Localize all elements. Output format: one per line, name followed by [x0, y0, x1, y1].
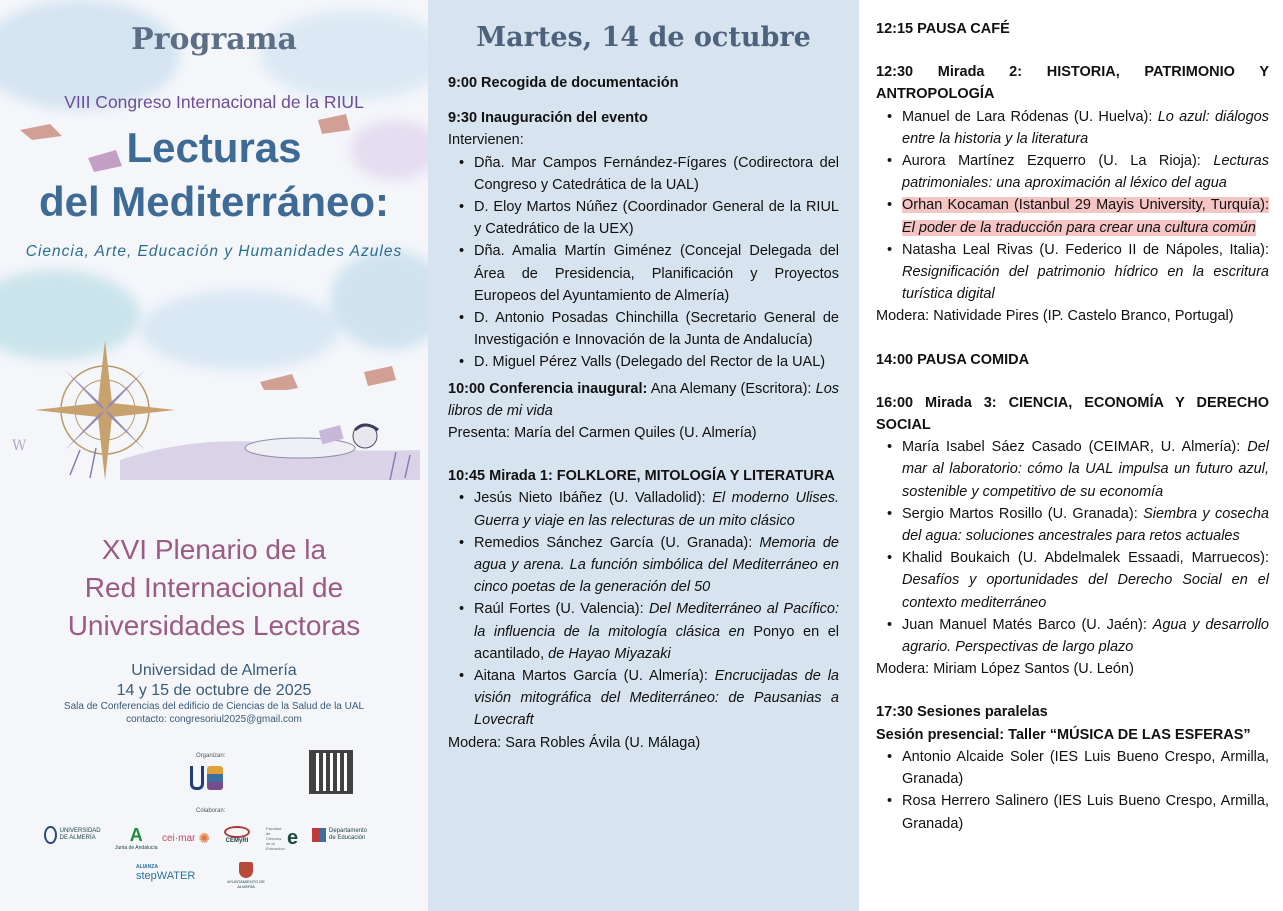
poster-panel — [0, 0, 428, 911]
ual-u-logo-icon — [190, 766, 204, 790]
facultad-e-icon: e — [287, 827, 299, 849]
list-item: • Jesús Nieto Ibáñez (U. Valladolid): El moderno Ulises. Guerra y viaje en las relecturas de un mito clásico — [448, 487, 839, 531]
cemyri-logo: CEMyRI — [224, 826, 250, 844]
mirada3-modera: Modera: Miriam López Santos (U. León) — [876, 661, 1134, 678]
afternoon-program-panel — [859, 0, 1283, 911]
mirada2-heading: 12:30 Mirada 2: HISTORIA, PATRIMONIO Y ANTROPOLOGÍA — [876, 64, 1269, 103]
mirada3-heading: 16:00 Mirada 3: CIENCIA, ECONOMÍA Y DERECHO SOCIAL — [876, 394, 1269, 434]
junta-logo: A Junta de Andalucía — [115, 825, 158, 851]
pausa-comida: 14:00 PAUSA COMIDA — [876, 351, 1030, 368]
ceimar-star-icon: ✺ — [198, 830, 211, 846]
organizer-logos — [190, 766, 223, 790]
ual-logo: UNIVERSIDAD DE ALMERÍA — [44, 826, 108, 844]
list-item: • Dña. Amalia Martín Giménez (Concejal Delegada del Área de Presidencia, Planificación y Proyectos Europeos del Ayuntamiento de Almería) — [448, 240, 839, 307]
inauguracion-heading: 9:30 Inauguración del evento — [448, 110, 648, 127]
list-item: • Aurora Martínez Ezquerro (U. La Rioja): Lecturas patrimoniales: una aproximación al léxico del agua — [876, 150, 1269, 194]
qr-code-icon — [309, 750, 353, 794]
list-item: • Juan Manuel Matés Barco (U. Jaén): Agua y desarrollo agrario. Perspectivas de largo plazo — [876, 614, 1269, 658]
programa-title: Programa — [131, 22, 297, 57]
day-title: Martes, 14 de octubre — [476, 22, 811, 53]
venue: Sala de Conferencias del edificio de Ciencias de la Salud de la UAL — [63, 701, 365, 712]
list-item: • Natasha Leal Rivas (U. Federico II de Nápoles, Italia): Resignificación del patrimonio hídrico en la escritura turística digital — [876, 239, 1269, 306]
event-dates: 14 y 15 de octubre de 2025 — [116, 682, 312, 699]
riul-logo-icon — [207, 766, 223, 790]
compass-and-reader-illustration — [10, 330, 420, 500]
coat-of-arms-icon — [239, 862, 253, 878]
mirada1-heading: 10:45 Mirada 1: FOLKLORE, MITOLOGÍA Y LITERATURA — [448, 468, 835, 485]
sesiones-heading: 17:30 Sesiones paralelas — [876, 704, 1048, 721]
departamento-grid-icon — [312, 828, 326, 842]
list-item: • D. Eloy Martos Núñez (Coordinador General de la RIUL y Catedrático de la UEX) — [448, 196, 839, 240]
stepwater-logo: ALIANZA stepWATER — [136, 864, 196, 882]
junta-a-icon: A — [129, 825, 143, 845]
day-program-panel — [428, 0, 859, 911]
conferencia-inaugural: 10:00 Conferencia inaugural: Ana Alemany (Escritora): Los libros de mi vida — [448, 380, 840, 419]
pausa-cafe: 12:15 PAUSA CAFÉ — [876, 21, 1010, 37]
sesion-presencial-heading: Sesión presencial: Taller “MÚSICA DE LAS ESFERAS” — [876, 726, 1251, 743]
list-item: • Dña. Mar Campos Fernández-Fígares (Codirectora del Congreso y Catedrática de la UAL) — [448, 152, 839, 196]
list-item: • D. Antonio Posadas Chinchilla (Secretario General de Investigación e Innovación de la Junta de Andalucía) — [448, 307, 839, 351]
list-item: • Aitana Martos García (U. Almería): Encrucijadas de la visión mitográfica del Mediterráneo: de Pausanias a Lovecraft — [448, 665, 839, 732]
contact-email: contacto: congresoriul2025@gmail.com — [126, 714, 302, 725]
colaboran-label: Colaboran: — [196, 808, 226, 814]
inauguration-speakers-list — [448, 152, 839, 374]
congreso-title: VIII Congreso Internacional de la RIUL — [64, 92, 364, 112]
plenario-line2: Red Internacional de — [84, 572, 344, 603]
mirada2-modera: Modera: Natividade Pires (IP. Castelo Branco, Portugal) — [876, 308, 1234, 325]
mirada3-list — [876, 436, 1269, 658]
list-item: • Antonio Alcaide Soler (IES Luis Bueno Crespo, Armilla, Granada) — [876, 746, 1269, 790]
list-item: • Raúl Fortes (U. Valencia): Del Mediterráneo al Pacífico: la influencia de la mitología clásica en Ponyo en el acantilado, de Hayao Miyazaki — [448, 598, 839, 665]
list-item: • Remedios Sánchez García (U. Granada): Memoria de agua y arena. La función simbólica del Mediterráneo en cinco poetas de la generación del 50 — [448, 532, 839, 599]
poster-subtitle: Ciencia, Arte, Educación y Humanidades Azules — [25, 243, 403, 260]
facultad-logo: Facultad de Ciencias de la Educación e — [266, 826, 299, 851]
lecturas-title-line1: Lecturas — [126, 124, 302, 171]
compass-w-label: W — [12, 438, 27, 454]
ceimar-logo: cei·mar ✺ — [162, 830, 211, 846]
mirada1-modera: Modera: Sara Robles Ávila (U. Málaga) — [448, 734, 701, 751]
mirada1-list — [448, 487, 839, 731]
list-item: • María Isabel Sáez Casado (CEIMAR, U. Almería): Del mar al laboratorio: cómo la UAL impulsa un futuro azul, sostenible y competitivo de su economía — [876, 436, 1269, 503]
cemyri-ring-icon — [224, 826, 250, 838]
organizan-label: Organizan: — [196, 753, 226, 759]
universidad-name: Universidad de Almería — [131, 662, 297, 679]
plenario-line1: XVI Plenario de la — [101, 534, 327, 565]
intervienen-label: Intervienen: — [448, 132, 524, 149]
list-item: • D. Miguel Pérez Valls (Delegado del Rector de la UAL) — [448, 351, 839, 373]
departamento-logo: Departamento de Educación — [312, 828, 373, 842]
recogida-item: 9:00 Recogida de documentación — [448, 75, 679, 91]
list-item: • Rosa Herrero Salinero (IES Luis Bueno Crespo, Armilla, Granada) — [876, 790, 1269, 834]
plenario-line3: Universidades Lectoras — [67, 610, 361, 641]
taller-list — [876, 746, 1269, 835]
list-item-highlighted: • Orhan Kocaman (Istanbul 29 Mayis University, Turquía): El poder de la traducción para crear una cultura común — [876, 194, 1269, 238]
list-item: • Khalid Boukaich (U. Abdelmalek Essaadi, Marruecos): Desafíos y oportunidades del Derecho Social en el contexto mediterráneo — [876, 547, 1269, 614]
lecturas-title-line2: del Mediterráneo: — [38, 178, 390, 225]
ual-seal-icon — [44, 826, 57, 844]
mirada2-list — [876, 106, 1269, 306]
presenta-line: Presenta: María del Carmen Quiles (U. Almería) — [448, 425, 757, 442]
list-item: • Manuel de Lara Ródenas (U. Huelva): Lo azul: diálogos entre la historia y la literatura — [876, 106, 1269, 150]
list-item: • Sergio Martos Rosillo (U. Granada): Siembra y cosecha del agua: soluciones ancestrales para retos actuales — [876, 503, 1269, 547]
ayuntamiento-logo: AYUNTAMIENTO DE ALMERÍA — [226, 862, 266, 889]
